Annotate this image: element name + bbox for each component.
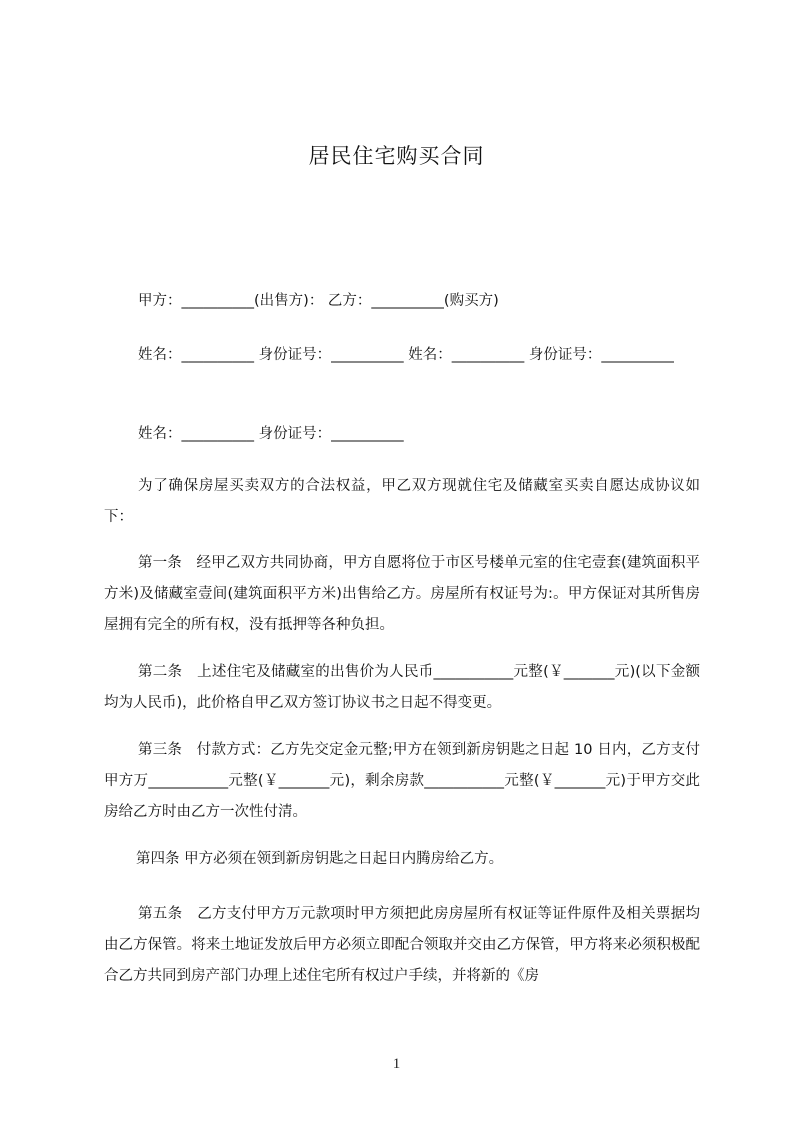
intro-paragraph: 为了确保房屋买卖双方的合法权益，甲乙双方现就住宅及储藏室买卖自愿达成协议如下： [104, 478, 700, 525]
article-3: 第三条 付款方式：乙方先交定金元整;甲方在领到新房钥匙之日起 10 日内，乙方支付甲方万___________元整(￥_______元)，剩余房款___________元整(￥_______元)于甲方交此房给乙方时由乙方一次性付清。 [104, 742, 700, 820]
article-2: 第二条 上述住宅及储藏室的出售价为人民币___________元整(￥_______元)(以下金额均为人民币)，此价格自甲乙双方签订协议书之日起不得变更。 [104, 664, 700, 711]
identity-line-2: 姓名：__________ 身份证号：__________ [138, 426, 404, 442]
article-5: 第五条 乙方支付甲方万元款项时甲方须把此房房屋所有权证等证件原件及相关票据均由乙方保管。将来土地证发放后甲方必须立即配合领取并交由乙方保管，甲方将来必须积极配合乙方共同到房产部门办理上述住宅所有权过户手续，并将新的《房 [104, 906, 700, 984]
article-1: 第一条 经甲乙双方共同协商，甲方自愿将位于市区号楼单元室的住宅壹套(建筑面积平方米)及储藏室壹间(建筑面积平方米)出售给乙方。房屋所有权证号为:。甲方保证对其所售房屋拥有完全的所有权，没有抵押等各种负担。 [104, 555, 700, 633]
page-number: 1 [392, 1056, 401, 1072]
article-4: 第四条 甲方必须在领到新房钥匙之日起日内腾房给乙方。 [136, 851, 504, 867]
contract-title: 居民住宅购买合同 [308, 144, 485, 168]
parties-line: 甲方：__________(出售方)： 乙方：__________(购买方) [138, 293, 499, 309]
identity-line-1: 姓名：__________ 身份证号：__________ 姓名：__________ 身份证号：__________ [138, 347, 674, 363]
